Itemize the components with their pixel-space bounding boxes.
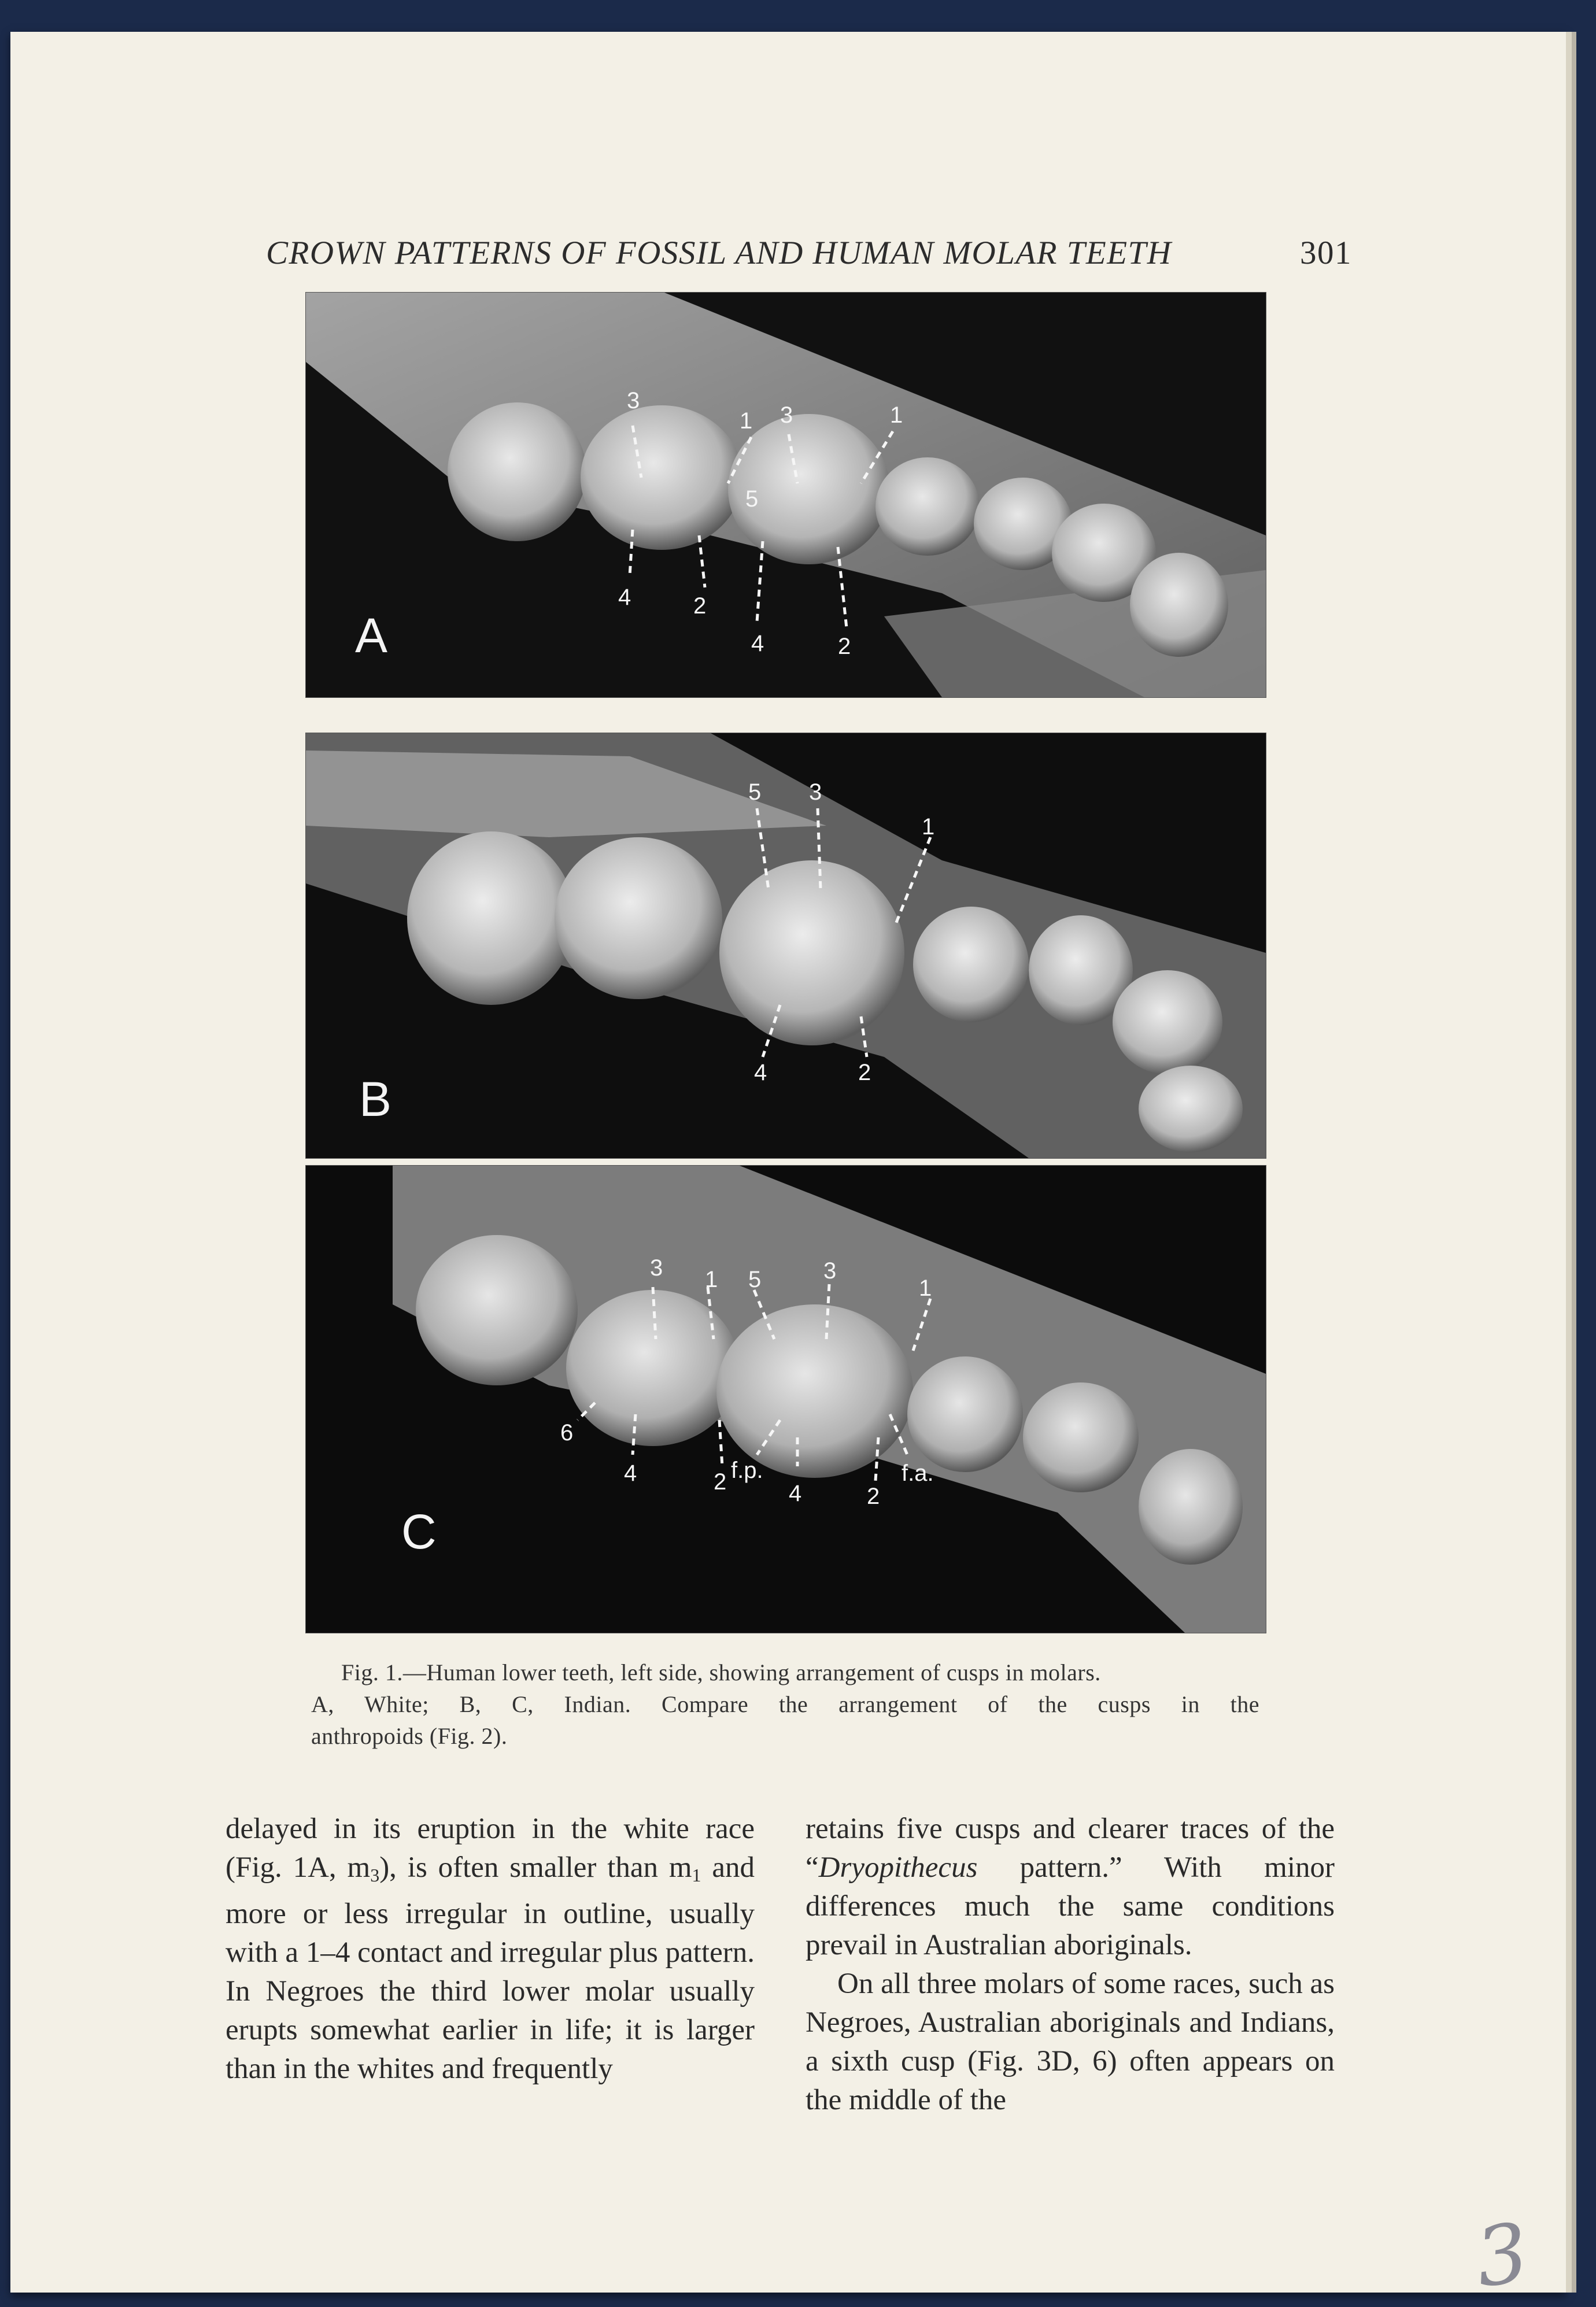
cusp-label: f.a. [902, 1461, 934, 1486]
cusp-label: 4 [624, 1461, 637, 1486]
cusp-label: 3 [650, 1255, 663, 1281]
cusp-label: 1 [919, 1275, 932, 1301]
cusp-label: 5 [748, 1267, 762, 1292]
cusp-label: 2 [858, 1060, 871, 1085]
book-page [10, 32, 1566, 2306]
running-head [253, 234, 1352, 275]
cusp-label: 2 [867, 1484, 880, 1509]
handwritten-page-mark: 3 [1470, 2205, 1534, 2306]
plate-c-photo [306, 1166, 1266, 1633]
cusp-label: 3 [809, 779, 822, 805]
cusp-label: 1 [740, 408, 753, 434]
cusp-label: 1 [705, 1267, 718, 1292]
body-paragraph [226, 1810, 755, 2088]
caption-line: anthropoids (Fig. 2). [311, 1723, 508, 1749]
figure-caption [311, 1657, 1259, 1752]
cusp-label: 3 [823, 1258, 837, 1284]
body-paragraph: On all three molars of some races, such as Negroes, Australian aboriginals and Indians, a sixth cusp (Fig. 3D, 6) often appears on the middle of the [806, 1968, 1335, 2116]
body-text: ), is often smaller than m [379, 1851, 692, 1884]
cusp-label: 4 [618, 585, 631, 610]
page-number: 301 [1300, 235, 1352, 271]
cusp-label: 1 [922, 814, 935, 840]
cusp-label: 5 [748, 779, 762, 805]
plate-b-photo [306, 733, 1266, 1158]
figure-plate-c [305, 1165, 1266, 1633]
figure-plate-a [305, 292, 1266, 698]
cusp-label: 4 [751, 631, 764, 656]
body-text: retains five cusps and clearer traces of the “ [806, 1813, 1335, 1884]
subscript: 1 [692, 1865, 701, 1885]
plate-letter: A [355, 608, 388, 663]
body-column-left [226, 1810, 755, 2088]
plate-letter: B [359, 1072, 392, 1126]
subscript: 3 [370, 1865, 380, 1885]
cusp-label: 1 [890, 402, 903, 428]
plate-a-photo [306, 293, 1266, 697]
cusp-label: 5 [745, 486, 759, 512]
running-head-title: CROWN PATTERNS OF FOSSIL AND HUMAN MOLAR TEETH [266, 235, 1172, 271]
cusp-label: 4 [754, 1060, 767, 1085]
body-column-right [806, 1810, 1335, 2120]
figure-plate-b [305, 733, 1266, 1159]
cusp-label: f.p. [731, 1458, 763, 1483]
body-text: pattern.” With minor differences much the same conditions prevail in Australian aboriginals. [806, 1851, 1335, 1961]
cusp-label: 2 [693, 593, 707, 619]
italic-term: Dryopithecus [818, 1851, 978, 1884]
body-paragraph [806, 1810, 1335, 1965]
cusp-label: 2 [714, 1469, 727, 1495]
body-text: delayed in its eruption in the white race (Fig. 1A, m [226, 1813, 755, 1884]
cusp-label: 6 [560, 1420, 574, 1445]
cusp-label: 3 [780, 402, 793, 428]
cusp-label: 3 [627, 388, 640, 413]
caption-line: Fig. 1.—Human lower teeth, left side, showing arrangement of cusps in molars. [341, 1659, 1101, 1685]
plate-letter: C [401, 1504, 437, 1559]
caption-line: A, White; B, C, Indian. Compare the arrangement of the cusps in the [311, 1691, 1259, 1717]
cusp-label: 2 [838, 634, 851, 659]
body-text: and more or less irregular in outline, usually with a 1–4 contact and irregular plus pattern. In Negroes the third lower molar usually erupts somewhat earlier in life; it is larger than in the whites and frequently [226, 1851, 755, 2085]
cusp-label: 4 [789, 1481, 802, 1506]
